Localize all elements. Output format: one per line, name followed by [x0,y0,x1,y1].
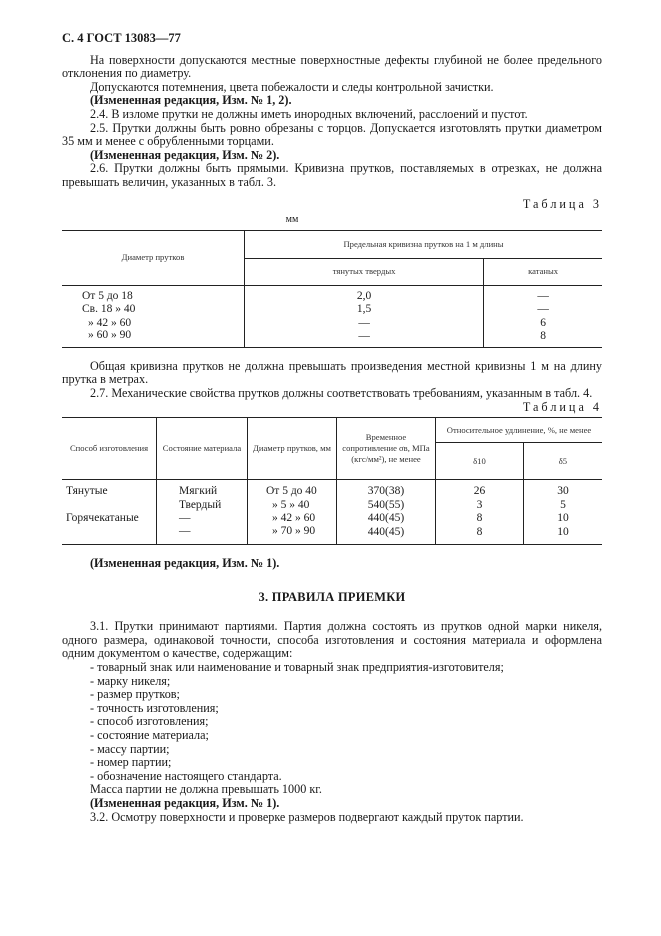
revision-note: (Измененная редакция, Изм. № 1, 2). [90,93,292,108]
cell-drawn: 2,0 [245,285,484,303]
cell-d5: 30 [523,480,602,499]
cell-d10: 26 [436,480,524,499]
col-header-method: Способ изготовления [62,418,157,480]
table-row [62,512,602,526]
table-row [62,480,602,499]
page-header: С. 4 ГОСТ 13083—77 [62,31,181,45]
revision-note: (Измененная редакция, Изм. № 1). [90,796,280,810]
col-header-rolled: катаных [484,258,602,285]
list-item: - размер прутков; [62,688,602,702]
paragraph: 2.4. В изломе прутки не должны иметь инородных включений, расслоений и пустот. [90,106,528,121]
col-header-elongation: Относительное удлинение, %, не менее [436,418,603,443]
table-row [62,526,602,545]
table3-caption: Таблица 3 [522,196,602,211]
cell-diameter: » 42 » 60 [88,316,132,329]
list-item: - точность изготовления; [62,702,602,716]
cell-strength: 540(55) [337,499,436,513]
cell-diameter: От 5 до 40 [248,480,337,499]
list-item: - обозначение настоящего стандарта. [62,770,602,784]
paragraph: Допускаются потемнения, цвета побежалости и следы контрольной зачистки. [90,79,494,94]
cell-state: — [157,512,248,526]
list-item: - массу партии; [62,743,602,757]
cell-drawn: — [245,330,484,347]
table3-units: мм [285,214,299,226]
table-row [62,317,602,331]
paragraph: Общая кривизна прутков не должна превышать произведения местной кривизны 1 м на длину прутка в метрах. [62,358,602,387]
paragraph: 2.7. Механические свойства прутков должны соответствовать требованиям, указанным в табл. 4. [90,385,593,400]
revision-note: (Измененная редакция, Изм. № 2). [90,147,280,162]
paragraph: 3.1. Прутки принимают партиями. Партия должна состоять из прутков одной марки никеля, одного размера, одинаковой точности, способа изготовления и состояния материала и оформлена одним документом о качестве, содержащим: [62,619,602,661]
cell-diameter: » 60 » 90 [88,329,132,342]
cell-method: Горячекатаные [66,512,139,525]
cell-strength: 370(38) [337,480,436,499]
cell-rolled: 6 [484,317,602,331]
paragraph: На поверхности допускаются местные поверхностные дефекты глубиной не более предельного отклонения по диаметру. [62,52,602,81]
cell-drawn: 1,5 [245,303,484,317]
cell-strength: 440(45) [337,526,436,545]
paragraph: 2.6. Прутки должны быть прямыми. Кривизна прутков, поставляемых в отрезках, не должна превышать величин, указанных в табл. 3. [62,161,602,189]
cell-diameter: » 5 » 40 [248,499,337,513]
col-header-d10: δ10 [436,443,524,480]
list-item: - товарный знак или наименование и товарный знак предприятия-изготовителя; [62,661,602,675]
cell-method [62,499,157,513]
table4-caption: Таблица 4 [522,399,602,414]
cell-d5: 10 [523,526,602,545]
cell-diameter: » 42 » 60 [248,512,337,526]
cell-diameter: » 70 » 90 [248,526,337,545]
cell-d10: 3 [436,499,524,513]
cell-state: Твердый [157,499,248,513]
col-header-curvature: Предельная кривизна прутков на 1 м длины [245,230,603,258]
list-item: - марку никеля; [62,675,602,689]
cell-diameter: От 5 до 18 [82,289,133,302]
col-header-diameter: Диаметр прутков [62,230,245,285]
cell-d5: 5 [523,499,602,513]
col-header-state: Состояние материала [157,418,248,480]
cell-strength: 440(45) [337,512,436,526]
list-item: - состояние материала; [62,729,602,743]
table-3 [62,230,602,348]
list-item: - номер партии; [62,756,602,770]
paragraph: Масса партии не должна превышать 1000 кг. [90,782,322,797]
cell-state: Мягкий [157,480,248,499]
paragraph: 2.5. Прутки должны быть ровно обрезаны с торцов. Допускается изготовлять прутки диаметром 35 мм и менее с обрубленными торцами. [62,120,602,149]
content-list [62,661,602,783]
table-row [62,303,602,317]
col-header-diameter: Диаметр прутков, мм [248,418,337,480]
cell-state: — [157,526,248,545]
cell-d10: 8 [436,512,524,526]
cell-rolled: — [484,303,602,317]
col-header-d5: δ5 [523,443,602,480]
cell-d5: 10 [523,512,602,526]
table-row [62,499,602,513]
cell-method [62,526,157,545]
cell-rolled: — [484,285,602,303]
cell-diameter: Св. 18 » 40 [82,303,136,316]
cell-method: Тянутые [66,485,108,498]
col-header-drawn: тянутых твердых [245,258,484,285]
cell-d10: 8 [436,526,524,545]
paragraph: 3.2. Осмотру поверхности и проверке размеров подвергают каждый пруток партии. [90,809,524,824]
table-row [62,330,602,347]
page [62,32,602,824]
col-header-strength: Временное сопротивление σв, МПа (кгс/мм²), не менее [337,418,436,480]
cell-drawn: — [245,317,484,331]
section-title: 3. ПРАВИЛА ПРИЕМКИ [258,589,406,604]
table-row [62,285,602,303]
cell-rolled: 8 [484,330,602,347]
revision-note: (Измененная редакция, Изм. № 1). [90,556,280,571]
list-item: - способ изготовления; [62,715,602,729]
table-4 [62,417,602,545]
